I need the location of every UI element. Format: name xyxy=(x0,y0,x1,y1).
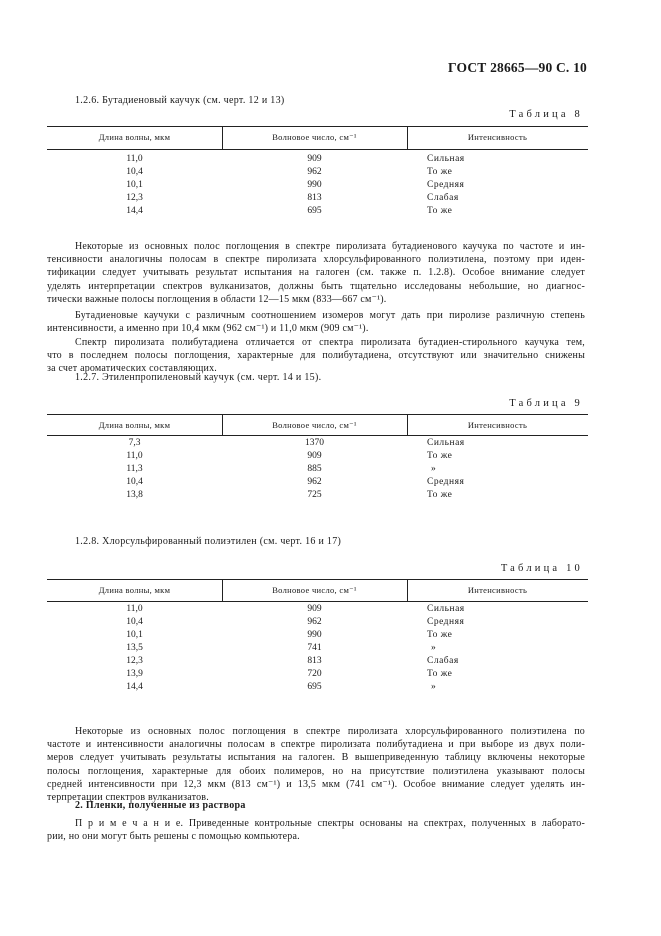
cell-wavenumber: 813 xyxy=(307,193,322,203)
cell-wavelength: 12,3 xyxy=(126,656,143,666)
paragraph-line: Некоторые из основных полос поглощения в спектре пиролизата хлорсульфированного полиэтилена по xyxy=(75,726,585,737)
paragraph-line: Бутадиеновые каучуки с различным соотношением изомеров могут дать при пиролизе различную степень xyxy=(75,310,585,321)
paragraph-line: средней интенсивности при 12,3 мкм (813 см⁻¹) и 13,5 мкм (741 см⁻¹). Особое внимание следует уделять ин- xyxy=(47,778,585,790)
cell-wavenumber: 962 xyxy=(307,477,322,487)
paragraph-line: тенсивности аналогичны полосам в спектре пиролизата хлорсульфированного полиэтилена, поэтому при иден- xyxy=(47,254,585,266)
cell-wavenumber: 909 xyxy=(307,154,322,164)
cell-intensity: То же xyxy=(427,167,453,177)
cell-wavelength: 11,0 xyxy=(126,154,143,164)
cell-wavelength: 10,1 xyxy=(126,630,143,640)
paragraph-3 xyxy=(47,336,585,376)
paragraph-line: Некоторые из основных полос поглощения в спектре пиролизата бутадиенового каучука по частоте и ин- xyxy=(75,241,585,252)
cell-wavelength: 11,0 xyxy=(126,604,143,614)
paragraph-1 xyxy=(47,240,585,306)
paragraph-line: терпретации спектров вулканизатов. xyxy=(47,792,209,804)
cell-wavenumber: 990 xyxy=(307,180,322,190)
note-line: рии, но они могут быть решены с помощью компьютера. xyxy=(47,831,300,843)
section-2-heading: 2. Пленки, полученные из раствора xyxy=(75,800,246,811)
table-10 xyxy=(47,579,588,699)
cell-wavenumber: 990 xyxy=(307,630,322,640)
cell-wavenumber: 741 xyxy=(307,643,322,653)
table-8 xyxy=(47,126,588,216)
section-1-2-7-heading: 1.2.7. Этиленпропиленовый каучук (см. черт. 14 и 15). xyxy=(75,372,322,383)
cell-intensity: То же xyxy=(427,669,453,679)
cell-intensity: Средняя xyxy=(427,180,465,190)
paragraph-line: за счет ароматических составляющих. xyxy=(47,363,217,375)
cell-wavelength: 10,4 xyxy=(126,167,143,177)
table-8-header-wavelength: Длина волны, мкм xyxy=(98,132,171,142)
paragraph-line: Спектр пиролизата полибутадиена отличается от спектра пиролизата бутадиен-стирольного каучука тем, xyxy=(75,337,585,348)
cell-wavenumber: 909 xyxy=(307,604,322,614)
cell-wavenumber: 962 xyxy=(307,617,322,627)
paragraph-line: интенсивности, а именно при 10,4 мкм (962 см⁻¹) и 11,0 мкм (909 см⁻¹). xyxy=(47,323,369,335)
cell-intensity: » xyxy=(431,643,437,653)
table-8-header-wavenumber: Волновое число, см⁻¹ xyxy=(272,132,357,142)
cell-wavelength: 11,0 xyxy=(126,451,143,461)
section-1-2-6-heading: 1.2.6. Бутадиеновый каучук (см. черт. 12 и 13) xyxy=(75,95,285,106)
cell-intensity: Слабая xyxy=(427,193,459,203)
table-9-header-wavelength: Длина волны, мкм xyxy=(98,420,171,430)
cell-intensity: Сильная xyxy=(427,604,465,614)
cell-wavenumber: 1370 xyxy=(305,438,324,448)
table-10-header-intensity: Интенсивность xyxy=(467,585,528,595)
cell-wavelength: 11,3 xyxy=(126,464,143,474)
cell-intensity: То же xyxy=(427,490,453,500)
table-9 xyxy=(47,414,588,504)
table-9-header-wavenumber: Волновое число, см⁻¹ xyxy=(272,420,357,430)
cell-intensity: То же xyxy=(427,451,453,461)
cell-intensity: Средняя xyxy=(427,617,465,627)
cell-wavenumber: 695 xyxy=(307,206,322,216)
note-line: П р и м е ч а н и е. Приведенные контрольные спектры основаны на спектрах, полученных в лаборато- xyxy=(75,818,585,829)
cell-wavenumber: 695 xyxy=(307,682,322,692)
paragraph-line: тически важные полосы поглощения в области 12—15 мкм (833—667 см⁻¹). xyxy=(47,293,387,305)
cell-intensity: » xyxy=(431,682,437,692)
paragraph-line: тификации следует учитывать результат испытания на галоген (см. также п. 1.2.8). Особое внимание следует xyxy=(47,267,585,279)
table-9-caption: Таблица 9 xyxy=(509,398,583,409)
cell-wavelength: 12,3 xyxy=(126,193,143,203)
cell-intensity: Средняя xyxy=(427,477,465,487)
cell-wavenumber: 962 xyxy=(307,167,322,177)
cell-wavelength: 10,4 xyxy=(126,477,143,487)
cell-wavenumber: 720 xyxy=(307,669,322,679)
table-10-header-wavenumber: Волновое число, см⁻¹ xyxy=(272,585,357,595)
paragraph-2 xyxy=(47,309,585,335)
cell-wavenumber: 885 xyxy=(307,464,322,474)
cell-intensity: То же xyxy=(427,630,453,640)
cell-wavenumber: 909 xyxy=(307,451,322,461)
page-header: ГОСТ 28665—90 С. 10 xyxy=(448,60,587,75)
paragraph-line: меров следует учитывать результаты испытания на галоген. В вышеприведенную таблицу включены некоторые xyxy=(47,752,585,764)
section-1-2-8-heading: 1.2.8. Хлорсульфированный полиэтилен (см. черт. 16 и 17) xyxy=(75,536,342,547)
cell-wavelength: 13,5 xyxy=(126,643,143,653)
cell-intensity: Слабая xyxy=(427,656,459,666)
cell-intensity: » xyxy=(431,464,437,474)
paragraph-4 xyxy=(47,725,585,804)
cell-wavelength: 14,4 xyxy=(126,682,143,692)
paragraph-line: уделять интерпретации спектров вулканизатов, должны быть тщательно исследованы небольшие, но диагнос- xyxy=(47,280,585,292)
table-10-caption: Таблица 10 xyxy=(500,563,583,574)
cell-intensity: Сильная xyxy=(427,438,465,448)
cell-wavelength: 7,3 xyxy=(128,438,141,448)
cell-intensity: Сильная xyxy=(427,154,465,164)
table-8-caption: Таблица 8 xyxy=(509,109,583,120)
cell-wavelength: 10,4 xyxy=(126,617,143,627)
table-9-header-intensity: Интенсивность xyxy=(467,420,528,430)
table-8-header-intensity: Интенсивность xyxy=(467,132,528,142)
cell-wavelength: 13,9 xyxy=(126,669,143,679)
cell-wavelength: 13,8 xyxy=(126,490,143,500)
paragraph-line: частоте и интенсивности аналогичны полосам в спектре пиролизата полибутадиена и при выборе из двух поли- xyxy=(47,739,585,751)
cell-wavenumber: 725 xyxy=(307,490,322,500)
table-10-header-wavelength: Длина волны, мкм xyxy=(98,585,171,595)
paragraph-line: что в последнем полосы поглощения, характерные для полибутадиена, отсутствуют или значительно снижены xyxy=(47,350,585,362)
cell-intensity: То же xyxy=(427,206,453,216)
note xyxy=(47,817,585,843)
cell-wavelength: 10,1 xyxy=(126,180,143,190)
paragraph-line: полосы поглощения, характерные для обоих полимеров, но на присутствие полиэтилена указывают полосы xyxy=(47,765,585,777)
cell-wavelength: 14,4 xyxy=(126,206,143,216)
cell-wavenumber: 813 xyxy=(307,656,322,666)
